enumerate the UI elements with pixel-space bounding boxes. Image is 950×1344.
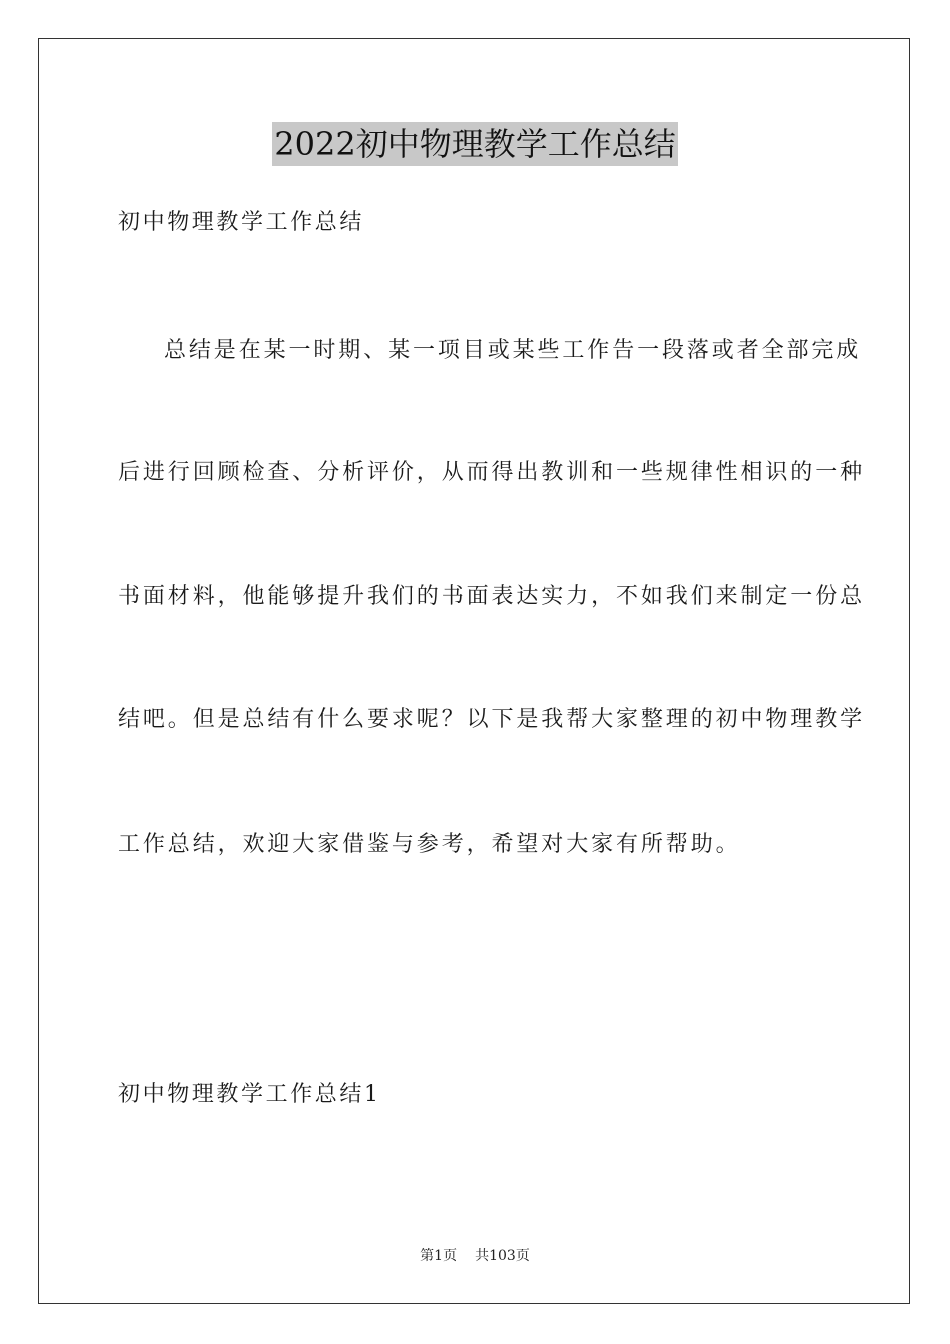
paragraph-line-1: 总结是在某一时期、某一项目或某些工作告一段落或者全部完成: [164, 338, 862, 363]
paragraph-line-5: 工作总结，欢迎大家借鉴与参考，希望对大家有所帮助。: [118, 832, 741, 857]
page-total: 共103页: [475, 1248, 530, 1264]
document-subtitle: 初中物理教学工作总结: [118, 210, 365, 235]
section-heading: 初中物理教学工作总结1: [118, 1082, 381, 1107]
document-title: 2022初中物理教学工作总结: [272, 122, 677, 166]
paragraph-line-2: 后进行回顾检查、分析评价，从而得出教训和一些规律性相识的一种: [118, 460, 866, 485]
paragraph-line-3: 书面材料，他能够提升我们的书面表达实力，不如我们来制定一份总: [118, 584, 866, 609]
title-container: [0, 122, 950, 166]
paragraph-line-4: 结吧。但是总结有什么要求呢？以下是我帮大家整理的初中物理教学: [118, 707, 866, 732]
page-number: 第1页: [420, 1248, 458, 1264]
page-footer: [0, 1246, 950, 1266]
